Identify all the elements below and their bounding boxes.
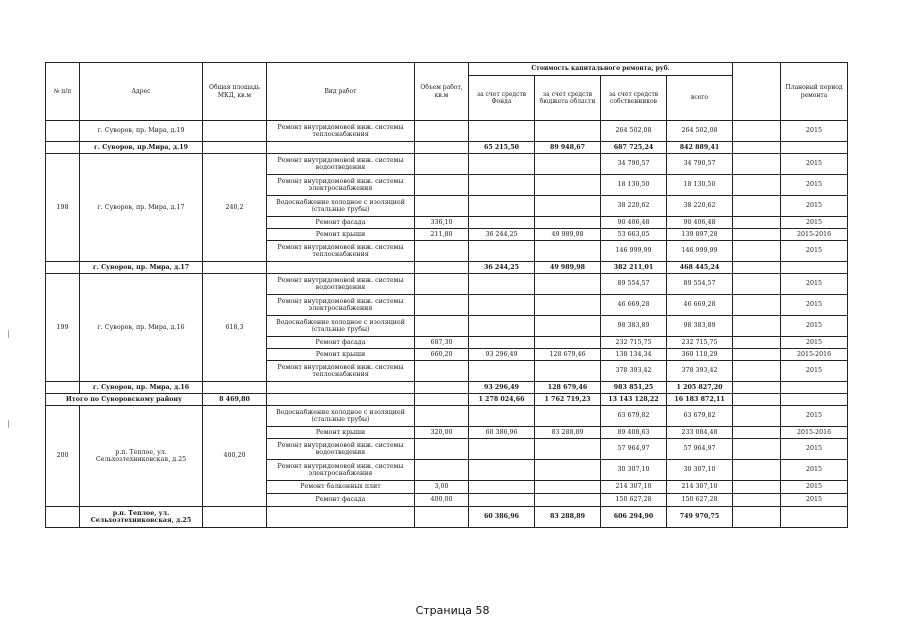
fund-cell: 36 244,25 [469, 262, 535, 274]
subtotal-row [46, 262, 848, 274]
work-cell: Водоснабжение холодное с изоляцией (стальные трубы) [267, 316, 415, 337]
owners-cell: 98 383,89 [601, 316, 667, 337]
subtotal-row [46, 142, 848, 154]
owners-cell: 13 143 128,22 [601, 394, 667, 406]
total-cell: 38 220,62 [667, 196, 733, 217]
work-cell: Ремонт внутридомовой инж. системы теплоснабжения [267, 121, 415, 142]
total-cell: 264 502,08 [667, 121, 733, 142]
row-number: 198 [46, 154, 80, 262]
fund-cell: 60 386,96 [469, 427, 535, 439]
period-cell: 2015 [781, 460, 848, 481]
work-cell: Ремонт внутридомовой инж. системы водоотведения [267, 274, 415, 295]
total-cell: 63 679,82 [667, 406, 733, 427]
col-address-header: Адрес [80, 63, 203, 121]
total-cell: 146 999,99 [667, 241, 733, 262]
fund-cell: 65 215,50 [469, 142, 535, 154]
work-cell: Водоснабжение холодное с изоляцией (стальные трубы) [267, 196, 415, 217]
owners-cell: 378 393,42 [601, 361, 667, 382]
col-volume-header: Объем работ, кв.м [415, 63, 469, 121]
work-cell: Ремонт фасада [267, 217, 415, 229]
total-cell: 18 130,50 [667, 175, 733, 196]
total-cell: 378 393,42 [667, 361, 733, 382]
volume-cell: 320,00 [415, 427, 469, 439]
period-cell: 2015 [781, 175, 848, 196]
work-cell: Ремонт внутридомовой инж. системы электроснабжения [267, 175, 415, 196]
work-cell: Ремонт балконных плит [267, 481, 415, 494]
budget-cell: 89 948,67 [535, 142, 601, 154]
table-row [46, 121, 848, 142]
period-cell: 2015 [781, 196, 848, 217]
work-cell: Ремонт внутридомовой инж. системы теплоснабжения [267, 241, 415, 262]
scan-margin-mark [8, 420, 9, 428]
col-num-header: № п/п [46, 63, 80, 121]
period-cell: 2015-2016 [781, 349, 848, 361]
subtotal-row [46, 382, 848, 394]
col-area-header: Общая площадь МКД, кв.м [203, 63, 267, 121]
header-row-1 [46, 63, 848, 76]
total-cell: 30 307,10 [667, 460, 733, 481]
owners-cell: 34 790,57 [601, 154, 667, 175]
total-cell: 90 406,48 [667, 217, 733, 229]
address-cell: г. Суворов, пр. Мира, д.16 [80, 274, 203, 382]
period-cell: 2015 [781, 121, 848, 142]
budget-cell: 83 288,89 [535, 427, 601, 439]
page-number: Страница 58 [415, 604, 490, 617]
subtotal-address: г. Суворов, пр. Мира, д.17 [80, 262, 203, 274]
budget-cell: 83 288,89 [535, 507, 601, 528]
owners-cell: 232 715,75 [601, 337, 667, 349]
work-cell: Водоснабжение холодное с изоляцией (стальные трубы) [267, 406, 415, 427]
fund-cell: 60 386,96 [469, 507, 535, 528]
total-cell: 57 964,97 [667, 439, 733, 460]
fund-cell: 1 278 024,66 [469, 394, 535, 406]
district-total-row [46, 394, 848, 406]
owners-cell: 687 725,24 [601, 142, 667, 154]
period-cell: 2015 [781, 154, 848, 175]
fund-cell: 93 296,49 [469, 349, 535, 361]
scan-margin-mark [8, 330, 9, 338]
period-cell: 2015 [781, 439, 848, 460]
budget-cell: 49 989,98 [535, 229, 601, 241]
total-cell: 16 183 872,11 [667, 394, 733, 406]
subtotal-address: р.п. Теплое, ул. Сельхозтехниковская, д.25 [80, 507, 203, 528]
row-number: 199 [46, 274, 80, 382]
period-cell: 2015 [781, 295, 848, 316]
area-cell: 240,2 [203, 154, 267, 262]
period-cell: 2015 [781, 316, 848, 337]
col-total-header: всего [667, 76, 733, 121]
fund-cell: 93 296,49 [469, 382, 535, 394]
address-cell: р.п. Теплое, ул. Сельхозтехниковская, д.25 [80, 406, 203, 507]
budget-cell: 128 679,46 [535, 349, 601, 361]
work-cell: Ремонт внутридомовой инж. системы водоотведения [267, 439, 415, 460]
total-cell: 468 445,24 [667, 262, 733, 274]
period-cell: 2015-2016 [781, 427, 848, 439]
work-cell: Ремонт внутридомовой инж. системы электроснабжения [267, 295, 415, 316]
volume-cell: 687,30 [415, 337, 469, 349]
total-cell: 214 307,10 [667, 481, 733, 494]
period-cell: 2015 [781, 406, 848, 427]
owners-cell: 138 134,34 [601, 349, 667, 361]
total-cell: 1 205 827,20 [667, 382, 733, 394]
col-work-header: Вид работ [267, 63, 415, 121]
work-cell: Ремонт фасада [267, 337, 415, 349]
total-cell: 749 970,75 [667, 507, 733, 528]
area-cell: 618,3 [203, 274, 267, 382]
total-cell: 46 669,28 [667, 295, 733, 316]
total-cell: 233 084,48 [667, 427, 733, 439]
budget-cell: 128 679,46 [535, 382, 601, 394]
work-cell: Ремонт фасада [267, 494, 415, 507]
total-cell: 360 110,29 [667, 349, 733, 361]
owners-cell: 264 502,08 [601, 121, 667, 142]
col-empty-header [733, 63, 781, 121]
total-cell: 34 790,57 [667, 154, 733, 175]
owners-cell: 89 554,57 [601, 274, 667, 295]
total-cell: 89 554,57 [667, 274, 733, 295]
work-cell: Ремонт внутридомовой инж. системы теплоснабжения [267, 361, 415, 382]
owners-cell: 146 999,99 [601, 241, 667, 262]
total-cell: 232 715,75 [667, 337, 733, 349]
owners-cell: 30 307,10 [601, 460, 667, 481]
capital-repair-table [45, 62, 848, 528]
repair-table-sheet [45, 62, 847, 528]
subtotal-row [46, 507, 848, 528]
volume-cell: 660,20 [415, 349, 469, 361]
subtotal-address: г. Суворов, пр.Мира, д.19 [80, 142, 203, 154]
owners-cell: 150 627,28 [601, 494, 667, 507]
address-cell: г. Суворов, пр. Мира, д.17 [80, 154, 203, 262]
owners-cell: 53 663,05 [601, 229, 667, 241]
owners-cell: 983 851,25 [601, 382, 667, 394]
total-cell: 842 889,41 [667, 142, 733, 154]
owners-cell: 382 211,01 [601, 262, 667, 274]
col-owners-header: за счет средств собственников [601, 76, 667, 121]
period-cell: 2015-2016 [781, 229, 848, 241]
subtotal-address: г. Суворов, пр. Мира, д.16 [80, 382, 203, 394]
owners-cell: 90 406,48 [601, 217, 667, 229]
owners-cell: 214 307,10 [601, 481, 667, 494]
owners-cell: 38 220,62 [601, 196, 667, 217]
address-cell: г. Суворов, пр. Мира, д.19 [80, 121, 203, 142]
period-cell: 2015 [781, 274, 848, 295]
volume-cell: 3,00 [415, 481, 469, 494]
owners-cell: 63 679,82 [601, 406, 667, 427]
budget-cell: 49 989,98 [535, 262, 601, 274]
district-total-label: Итого по Суворовскому району [46, 394, 203, 406]
work-cell: Ремонт крыши [267, 349, 415, 361]
work-cell: Ремонт крыши [267, 229, 415, 241]
owners-cell: 18 130,50 [601, 175, 667, 196]
row-number: 200 [46, 406, 80, 507]
table-row [46, 154, 848, 175]
period-cell: 2015 [781, 361, 848, 382]
period-cell: 2015 [781, 481, 848, 494]
area-cell: 8 469,80 [203, 394, 267, 406]
col-period-header: Плановый период ремонта [781, 63, 848, 121]
work-cell: Ремонт крыши [267, 427, 415, 439]
period-cell: 2015 [781, 337, 848, 349]
work-cell: Ремонт внутридомовой инж. системы электроснабжения [267, 460, 415, 481]
total-cell: 98 383,89 [667, 316, 733, 337]
area-cell: 400,20 [203, 406, 267, 507]
table-row [46, 274, 848, 295]
owners-cell: 89 408,63 [601, 427, 667, 439]
work-cell: Ремонт внутридомовой инж. системы водоотведения [267, 154, 415, 175]
owners-cell: 57 964,97 [601, 439, 667, 460]
period-cell: 2015 [781, 241, 848, 262]
owners-cell: 606 294,90 [601, 507, 667, 528]
period-cell: 2015 [781, 494, 848, 507]
volume-cell: 211,80 [415, 229, 469, 241]
cost-group-header: Стоимость капитального ремонта, руб. [469, 63, 733, 76]
total-cell: 139 897,28 [667, 229, 733, 241]
table-row [46, 406, 848, 427]
budget-cell: 1 762 719,23 [535, 394, 601, 406]
total-cell: 150 627,28 [667, 494, 733, 507]
volume-cell: 336,10 [415, 217, 469, 229]
col-fund-header: за счет средств Фонда [469, 76, 535, 121]
volume-cell: 400,00 [415, 494, 469, 507]
period-cell: 2015 [781, 217, 848, 229]
owners-cell: 46 669,28 [601, 295, 667, 316]
fund-cell: 36 244,25 [469, 229, 535, 241]
col-budget-header: за счет средств бюджета области [535, 76, 601, 121]
